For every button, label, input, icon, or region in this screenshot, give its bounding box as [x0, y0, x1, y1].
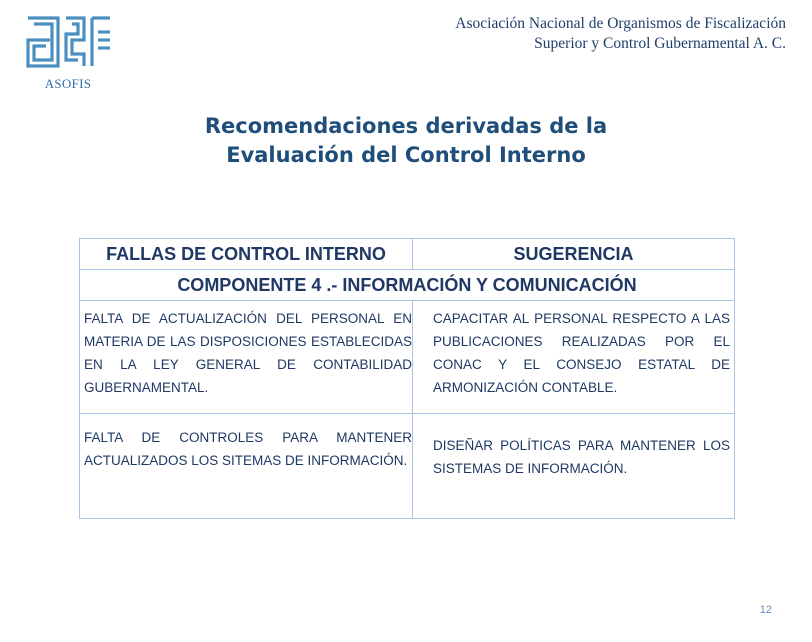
org-line-2: Superior y Control Gubernamental A. C. [534, 35, 786, 52]
falla-cell [80, 301, 413, 414]
page-title [0, 112, 812, 170]
sugerencia-cell [413, 414, 735, 519]
section-header: COMPONENTE 4 .- INFORMACIÓN Y COMUNICACIÓN [80, 270, 735, 301]
title-line-1: Recomendaciones derivadas de la [204, 114, 608, 138]
falla-cell [80, 414, 413, 519]
logo-text: ASOFIS [44, 76, 92, 91]
sugerencia-cell [413, 301, 735, 414]
sugerencia-text: DISEÑAR POLÍTICAS PARA MANTENER LOS SISTEMAS DE INFORMACIÓN. [433, 438, 730, 476]
org-line-1: Asociación Nacional de Organismos de Fiscalización [455, 15, 786, 32]
page-number: 12 [759, 604, 772, 616]
sugerencia-text: CAPACITAR AL PERSONAL RESPECTO A LAS PUBLICACIONES REALIZADAS POR EL CONAC Y EL CONSEJO ESTATAL DE ARMONIZACIÓN CONTABLE. [433, 311, 730, 395]
section-row [80, 270, 735, 301]
asofis-logo [22, 10, 114, 92]
recommendations-table [79, 238, 735, 519]
table-row [80, 414, 735, 519]
col-header-fallas: FALLAS DE CONTROL INTERNO [80, 239, 413, 270]
table-header-row [80, 239, 735, 270]
falla-text: FALTA DE CONTROLES PARA MANTENER ACTUALIZADOS LOS SITEMAS DE INFORMACIÓN. [84, 430, 412, 468]
asofis-logo-mark [22, 10, 114, 76]
falla-text: FALTA DE ACTUALIZACIÓN DEL PERSONAL EN MATERIA DE LAS DISPOSICIONES ESTABLECIDAS EN LA LEY GENERAL DE CONTABILIDAD GUBERNAMENTAL. [84, 311, 412, 395]
organization-name [455, 14, 786, 54]
col-header-sugerencia: SUGERENCIA [413, 239, 735, 270]
title-line-2: Evaluación del Control Interno [226, 143, 586, 167]
table-row [80, 301, 735, 414]
